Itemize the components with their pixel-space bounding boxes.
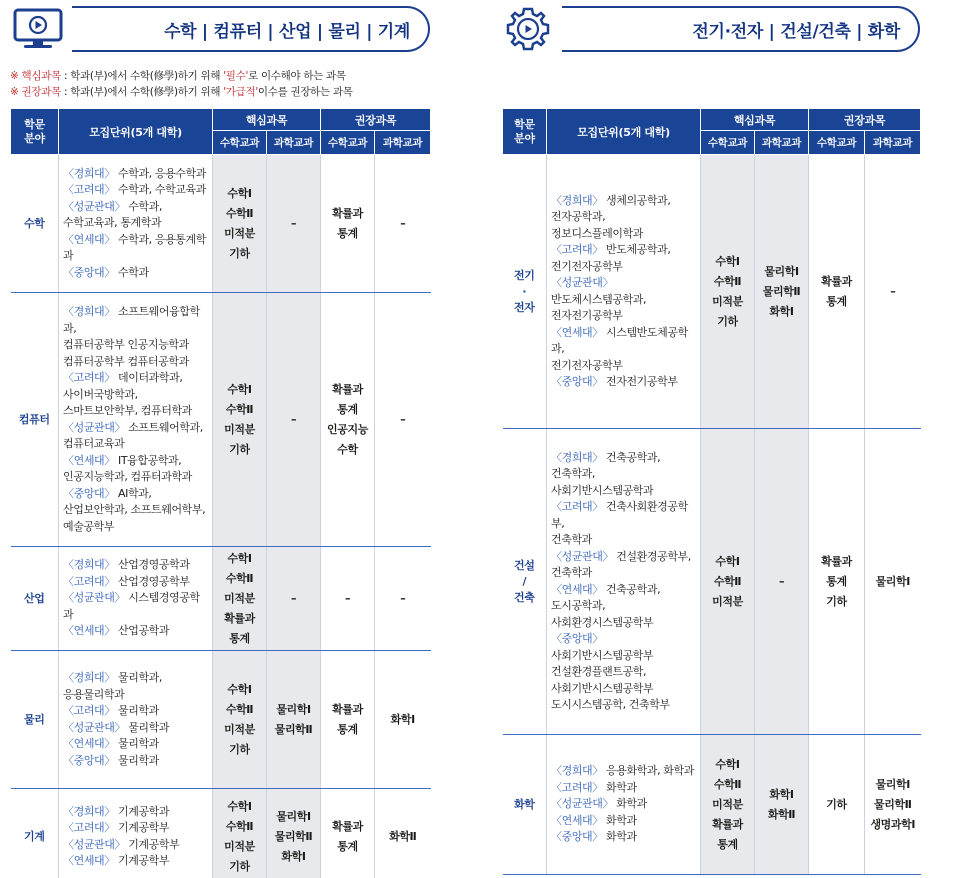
department-list: 물리학과 bbox=[114, 704, 159, 717]
unit-entry bbox=[551, 275, 697, 325]
department-list: 수학과, 응용수학과 bbox=[114, 166, 206, 180]
department-list: 수학과, 수학교육과 bbox=[114, 183, 206, 197]
department-list: 화학과 bbox=[602, 780, 637, 794]
core-sci-cell: 물리학Ⅰ 물리학Ⅱ 화학Ⅰ bbox=[755, 155, 809, 429]
note-text: : 학과(부)에서 수학(修學)하기 위해 bbox=[60, 86, 224, 98]
department-list: IT융합공학과, 인공지능학과, 컴퓨터과학과 bbox=[63, 453, 192, 483]
unit-entry bbox=[551, 813, 697, 830]
note-recommended bbox=[10, 84, 353, 100]
core-math-cell: 수학Ⅰ 수학Ⅱ 미적분 확률과 통계 bbox=[213, 547, 267, 651]
university-name: 〈연세대〉 bbox=[551, 813, 603, 827]
core-sci-cell: 물리학Ⅰ 물리학Ⅱ 화학Ⅰ bbox=[267, 789, 321, 878]
rec-sci-cell: – bbox=[375, 155, 431, 293]
university-name: 〈중앙대〉 bbox=[63, 265, 115, 279]
department-list: 수학과, 응용통계학과 bbox=[63, 232, 206, 263]
rec-math-cell: 확률과 통계 bbox=[321, 789, 375, 878]
department-list: 산업공학과 bbox=[114, 624, 170, 638]
note-text: : 학과(부)에서 수학(修學)하기 위해 bbox=[60, 70, 224, 82]
field-cell: 컴퓨터 bbox=[11, 293, 59, 547]
left-panel bbox=[10, 0, 430, 873]
th-rec-math: 수학교과 bbox=[809, 131, 865, 155]
right-table-body bbox=[503, 155, 921, 875]
department-list: 사회기반시스템공학부 건설환경플랜트공학, 사회기반시스템공학부 도시시스템공학, 건축학부 bbox=[551, 648, 670, 711]
rec-math-cell: 확률과 통계 bbox=[321, 155, 375, 293]
rec-math-cell: 확률과 통계 인공지능 수학 bbox=[321, 293, 375, 547]
table-row bbox=[503, 155, 921, 429]
th-rec-sci: 과학교과 bbox=[375, 131, 431, 155]
unit-entry bbox=[63, 703, 209, 720]
unit-entry bbox=[63, 199, 209, 232]
rec-math-cell: 확률과 통계 기하 bbox=[809, 429, 865, 735]
university-name: 〈중앙대〉 bbox=[551, 830, 603, 844]
unit-entry bbox=[551, 582, 697, 632]
department-list: 시스템경영공학과 bbox=[63, 591, 200, 621]
university-name: 〈고려대〉 bbox=[63, 704, 115, 717]
department-list: 건축공학과, 도시공학과, 사회환경시스템공학부 bbox=[551, 582, 661, 629]
department-list: 물리학과 bbox=[125, 720, 170, 734]
note-label: 권장과목 bbox=[21, 86, 61, 98]
unit-entry bbox=[63, 590, 209, 623]
field-cell: 기계 bbox=[11, 789, 59, 878]
core-sci-cell: – bbox=[755, 429, 809, 735]
th-rec-sci: 과학교과 bbox=[865, 131, 921, 155]
department-list: 물리학과 bbox=[114, 737, 159, 750]
university-name: 〈성균관대〉 bbox=[63, 199, 126, 213]
th-units: 모집단위(5개 대학) bbox=[547, 109, 701, 155]
university-name: 〈중앙대〉 bbox=[551, 375, 603, 388]
department-list: 건축사회환경공학부, 건축학과 bbox=[551, 500, 688, 546]
core-sci-cell: – bbox=[267, 547, 321, 651]
department-list: 기계공학부 bbox=[114, 854, 170, 867]
th-rec-math: 수학교과 bbox=[321, 131, 375, 155]
th-field: 학문 분야 bbox=[11, 109, 59, 155]
university-name: 〈고려대〉 bbox=[551, 243, 603, 256]
unit-entry bbox=[63, 804, 209, 821]
rec-sci-cell: – bbox=[375, 293, 431, 547]
note-label: 핵심과목 bbox=[21, 70, 61, 82]
department-list: 수학과 bbox=[114, 265, 149, 279]
table-row bbox=[503, 735, 921, 875]
university-name: 〈연세대〉 bbox=[551, 325, 603, 339]
rec-sci-cell: 물리학Ⅰ bbox=[865, 429, 921, 735]
department-list: 반도체시스템공학과, 전자전기공학부 bbox=[551, 292, 647, 322]
field-cell: 산업 bbox=[11, 547, 59, 651]
core-sci-cell: 물리학Ⅰ 물리학Ⅱ bbox=[267, 651, 321, 789]
right-title: 전기·전자 | 건설/건축 | 화학 bbox=[562, 6, 920, 52]
department-list: 시스템반도체공학과, 전기전자공학부 bbox=[551, 325, 688, 372]
units-cell bbox=[547, 155, 701, 429]
unit-entry bbox=[63, 420, 209, 453]
unit-entry bbox=[63, 304, 209, 370]
monitor-play-icon bbox=[10, 6, 66, 52]
field-cell: 건설 / 건축 bbox=[503, 429, 547, 735]
unit-entry bbox=[551, 763, 697, 780]
units-cell bbox=[547, 735, 701, 875]
core-sci-cell: 화학Ⅰ 화학Ⅱ bbox=[755, 735, 809, 875]
unit-entry bbox=[63, 182, 209, 199]
unit-entry bbox=[551, 325, 697, 375]
department-list: 건축공학과, 건축학과, 사회기반시스템공학과 bbox=[551, 450, 661, 497]
table-row bbox=[503, 429, 921, 735]
rec-sci-cell: 화학Ⅰ bbox=[375, 651, 431, 789]
university-name: 〈연세대〉 bbox=[63, 854, 115, 867]
unit-entry bbox=[551, 796, 697, 813]
th-core-sci: 과학교과 bbox=[267, 131, 321, 155]
department-list: 산업경영공학과 bbox=[114, 558, 190, 572]
rec-sci-cell: – bbox=[375, 547, 431, 651]
unit-entry bbox=[63, 623, 209, 640]
th-units: 모집단위(5개 대학) bbox=[59, 109, 213, 155]
unit-entry bbox=[551, 780, 697, 797]
university-name: 〈경희대〉 bbox=[551, 764, 603, 778]
left-header bbox=[10, 0, 430, 58]
core-sci-cell: – bbox=[267, 155, 321, 293]
rec-sci-cell: 물리학Ⅰ 물리학Ⅱ 생명과학Ⅰ bbox=[865, 735, 921, 875]
unit-entry bbox=[63, 232, 209, 265]
th-recommended: 권장과목 bbox=[321, 109, 431, 131]
university-name: 〈경희대〉 bbox=[551, 193, 603, 207]
unit-entry bbox=[63, 370, 209, 420]
university-name: 〈성균관대〉 bbox=[551, 276, 614, 289]
university-name: 〈중앙대〉 bbox=[63, 486, 115, 500]
note-core bbox=[10, 68, 353, 84]
rec-math-cell: 확률과 통계 bbox=[809, 155, 865, 429]
left-title: 수학 | 컴퓨터 | 산업 | 물리 | 기계 bbox=[72, 6, 430, 52]
university-name: 〈연세대〉 bbox=[63, 232, 115, 246]
unit-entry bbox=[551, 242, 697, 275]
table-row bbox=[11, 789, 431, 878]
department-list: 화학과 bbox=[602, 830, 637, 844]
university-name: 〈연세대〉 bbox=[63, 624, 115, 638]
department-list: 소프트웨어학과, 컴퓨터교육과 bbox=[63, 420, 203, 450]
university-name: 〈고려대〉 bbox=[63, 574, 115, 588]
core-math-cell: 수학Ⅰ 수학Ⅱ 미적분 기하 bbox=[213, 789, 267, 878]
university-name: 〈경희대〉 bbox=[551, 450, 603, 464]
core-math-cell: 수학Ⅰ 수학Ⅱ 미적분 기하 bbox=[213, 293, 267, 547]
university-name: 〈고려대〉 bbox=[551, 500, 603, 513]
core-math-cell: 수학Ⅰ 수학Ⅱ 미적분 기하 bbox=[213, 651, 267, 789]
core-sci-cell: – bbox=[267, 293, 321, 547]
th-field: 학문 분야 bbox=[503, 109, 547, 155]
unit-entry bbox=[63, 486, 209, 536]
unit-entry bbox=[551, 549, 697, 582]
department-list: 생체의공학과, 전자공학과, 정보디스플레이학과 bbox=[551, 193, 671, 240]
table-row bbox=[11, 155, 431, 293]
unit-entry bbox=[63, 166, 209, 183]
university-name: 〈성균관대〉 bbox=[551, 549, 614, 563]
university-name: 〈성균관대〉 bbox=[63, 591, 126, 605]
university-name: 〈경희대〉 bbox=[63, 558, 115, 572]
unit-entry bbox=[551, 450, 697, 500]
notes bbox=[10, 68, 353, 100]
table-row bbox=[11, 547, 431, 651]
university-name: 〈경희대〉 bbox=[63, 166, 115, 180]
note-emphasis: '필수' bbox=[223, 70, 249, 82]
department-list: 기계공학부 bbox=[125, 837, 180, 851]
university-name: 〈경희대〉 bbox=[63, 305, 115, 318]
unit-entry bbox=[63, 453, 209, 486]
university-name: 〈고려대〉 bbox=[63, 821, 115, 834]
table-row bbox=[11, 293, 431, 547]
department-list: 화학과 bbox=[613, 797, 647, 811]
university-name: 〈경희대〉 bbox=[63, 671, 115, 684]
unit-entry bbox=[63, 736, 209, 753]
th-core-math: 수학교과 bbox=[701, 131, 755, 155]
department-list: 기계공학부 bbox=[114, 821, 170, 834]
field-cell: 화학 bbox=[503, 735, 547, 875]
unit-entry bbox=[63, 574, 209, 591]
unit-entry bbox=[63, 557, 209, 574]
department-list: 전자전기공학부 bbox=[602, 375, 678, 388]
university-name: 〈고려대〉 bbox=[63, 183, 115, 197]
note-emphasis: '가급적' bbox=[223, 86, 258, 98]
unit-entry bbox=[551, 499, 697, 549]
note-text: 로 이수해야 하는 과목 bbox=[248, 70, 346, 82]
core-math-cell: 수학Ⅰ 수학Ⅱ 미적분 기하 bbox=[213, 155, 267, 293]
right-header bbox=[502, 0, 920, 58]
unit-entry bbox=[63, 837, 209, 854]
unit-entry bbox=[63, 720, 209, 737]
department-list: 산업경영공학부 bbox=[114, 574, 190, 588]
department-list: 데이터과학과, 사이버국방학과, 스마트보안학부, 컴퓨터학과 bbox=[63, 371, 192, 417]
units-cell bbox=[59, 651, 213, 789]
university-name: 〈성균관대〉 bbox=[551, 797, 614, 811]
rec-math-cell: – bbox=[321, 547, 375, 651]
university-name: 〈중앙대〉 bbox=[551, 632, 603, 645]
note-text: 이수를 권장하는 과목 bbox=[257, 86, 353, 98]
note-mark: ※ bbox=[10, 70, 19, 82]
field-cell: 물리 bbox=[11, 651, 59, 789]
university-name: 〈고려대〉 bbox=[551, 780, 603, 794]
unit-entry bbox=[63, 753, 209, 770]
department-list: 소프트웨어융합학과, 컴퓨터공학부 인공지능학과 컴퓨터공학부 컴퓨터공학과 bbox=[63, 305, 200, 368]
department-list: 수학과, 수학교육과, 통계학과 bbox=[63, 199, 162, 230]
department-list: 건설환경공학부, 건축학과 bbox=[551, 549, 691, 579]
th-recommended: 권장과목 bbox=[809, 109, 921, 131]
university-name: 〈연세대〉 bbox=[551, 582, 603, 596]
th-core-sci: 과학교과 bbox=[755, 131, 809, 155]
rec-sci-cell: – bbox=[865, 155, 921, 429]
left-table-body bbox=[11, 155, 431, 878]
rec-math-cell: 확률과 통계 bbox=[321, 651, 375, 789]
department-list: 기계공학과 bbox=[114, 804, 170, 818]
gear-play-icon bbox=[502, 6, 558, 52]
field-cell: 수학 bbox=[11, 155, 59, 293]
units-cell bbox=[59, 155, 213, 293]
department-list: 물리학과 bbox=[114, 753, 159, 767]
units-cell bbox=[59, 293, 213, 547]
core-math-cell: 수학Ⅰ 수학Ⅱ 미적분 bbox=[701, 429, 755, 735]
th-core: 핵심과목 bbox=[213, 109, 321, 131]
units-cell bbox=[547, 429, 701, 735]
university-name: 〈연세대〉 bbox=[63, 737, 115, 750]
unit-entry bbox=[63, 820, 209, 837]
unit-entry bbox=[63, 670, 209, 703]
unit-entry bbox=[551, 829, 697, 846]
unit-entry bbox=[551, 193, 697, 243]
university-name: 〈성균관대〉 bbox=[63, 837, 126, 851]
unit-entry bbox=[551, 631, 697, 714]
core-math-cell: 수학Ⅰ 수학Ⅱ 미적분 기하 bbox=[701, 155, 755, 429]
university-name: 〈중앙대〉 bbox=[63, 753, 115, 767]
table-row bbox=[11, 651, 431, 789]
th-core-math: 수학교과 bbox=[213, 131, 267, 155]
unit-entry bbox=[551, 374, 697, 391]
department-list: 물리학과, 응용물리학과 bbox=[63, 671, 162, 701]
left-curriculum-table bbox=[10, 108, 431, 878]
university-name: 〈경희대〉 bbox=[63, 804, 115, 818]
right-curriculum-table bbox=[502, 108, 921, 875]
rec-math-cell: 기하 bbox=[809, 735, 865, 875]
department-list: AI학과, 산업보안학과, 소프트웨어학부, 예술공학부 bbox=[63, 486, 206, 533]
department-list: 응용화학과, 화학과 bbox=[602, 764, 694, 778]
university-name: 〈연세대〉 bbox=[63, 453, 115, 467]
unit-entry bbox=[63, 853, 209, 870]
unit-entry bbox=[63, 265, 209, 282]
university-name: 〈성균관대〉 bbox=[63, 420, 126, 434]
university-name: 〈성균관대〉 bbox=[63, 720, 126, 734]
units-cell bbox=[59, 547, 213, 651]
rec-sci-cell: 화학Ⅱ bbox=[375, 789, 431, 878]
th-core: 핵심과목 bbox=[701, 109, 809, 131]
department-list: 반도체공학과, 전기전자공학부 bbox=[551, 243, 671, 273]
note-mark: ※ bbox=[10, 86, 19, 98]
university-name: 〈고려대〉 bbox=[63, 371, 115, 384]
core-math-cell: 수학Ⅰ 수학Ⅱ 미적분 확률과 통계 bbox=[701, 735, 755, 875]
field-cell: 전기 · 전자 bbox=[503, 155, 547, 429]
right-panel bbox=[502, 0, 920, 851]
department-list: 화학과 bbox=[602, 813, 637, 827]
units-cell bbox=[59, 789, 213, 878]
